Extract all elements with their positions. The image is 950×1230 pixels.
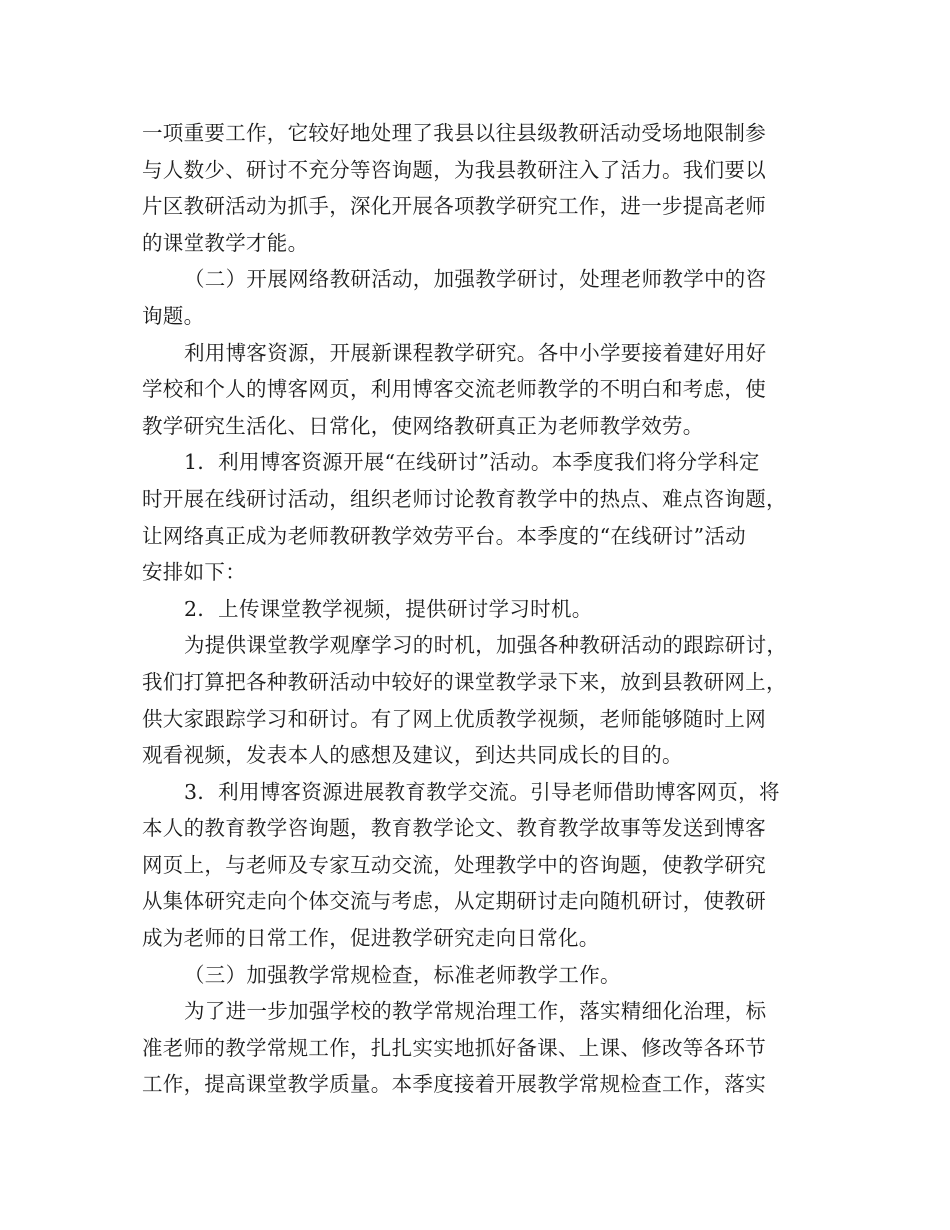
text-line: 供大家跟踪学习和研讨。有了网上优质教学视频，老师能够随时上网: [142, 706, 766, 731]
text-line: 让网络真正成为老师教研教学效劳平台。本季度的“在线研讨”活动: [142, 523, 746, 548]
text-line: （三）加强教学常规检查，标准老师教学工作。: [184, 962, 621, 987]
text-line: 从集体研究走向个体交流与考虑，从定期研讨走向随机研讨，使教研: [142, 889, 766, 914]
text-line: 教学研究生活化、日常化，使网络教研真正为老师教学效劳。: [142, 413, 704, 438]
text-line: 我们打算把各种教研活动中较好的课堂教学录下来，放到县教研网上，: [142, 669, 787, 694]
text-line: 学校和个人的博客网页，利用博客交流老师教学的不明白和考虑，使: [142, 377, 766, 402]
text-line: 为了进一步加强学校的教学常规治理工作，落实精细化治理，标: [184, 999, 767, 1024]
text-line: 安排如下：: [142, 560, 246, 585]
text-line: 工作，提高课堂教学质量。本季度接着开展教学常规检查工作，落实: [142, 1072, 766, 1097]
text-line: 2．上传课堂教学视频，提供研讨学习时机。: [184, 596, 593, 621]
text-line: 利用博客资源，开展新课程教学研究。各中小学要接着建好用好: [184, 340, 767, 365]
text-line: 与人数少、研讨不充分等咨询题，为我县教研注入了活力。我们要以: [142, 157, 766, 182]
text-line: 本人的教育教学咨询题，教育教学论文、教育教学故事等发送到博客: [142, 816, 766, 841]
text-line: 的课堂教学才能。: [142, 230, 309, 255]
text-line: 成为老师的日常工作，促进教学研究走向日常化。: [142, 926, 600, 951]
text-line: 准老师的教学常规工作，扎扎实实地抓好备课、上课、修改等各环节: [142, 1035, 766, 1060]
text-line: 观看视频，发表本人的感想及建议，到达共同成长的目的。: [142, 743, 683, 768]
text-line: 一项重要工作，它较好地处理了我县以往县级教研活动受场地限制参: [142, 121, 766, 145]
text-line: （二）开展网络教研活动，加强教学研讨，处理老师教学中的咨: [184, 267, 767, 292]
text-line: 3．利用博客资源进展教育教学交流。引导老师借助博客网页，将: [184, 779, 780, 804]
text-line: 询题。: [142, 303, 205, 328]
body-text: [142, 115, 812, 1103]
text-line: 为提供课堂教学观摩学习的时机，加强各种教研活动的跟踪研讨，: [184, 633, 788, 658]
text-line: 1．利用博客资源开展“在线研讨”活动。本季度我们将分学科定: [184, 450, 760, 475]
text-line: 网页上，与老师及专家互动交流，处理教学中的咨询题，使教学研究: [142, 852, 766, 877]
text-line: 片区教研活动为抓手，深化开展各项教学研究工作，进一步提高老师: [142, 194, 766, 219]
text-line: 时开展在线研讨活动，组织老师讨论教育教学中的热点、难点咨询题，: [142, 486, 787, 511]
